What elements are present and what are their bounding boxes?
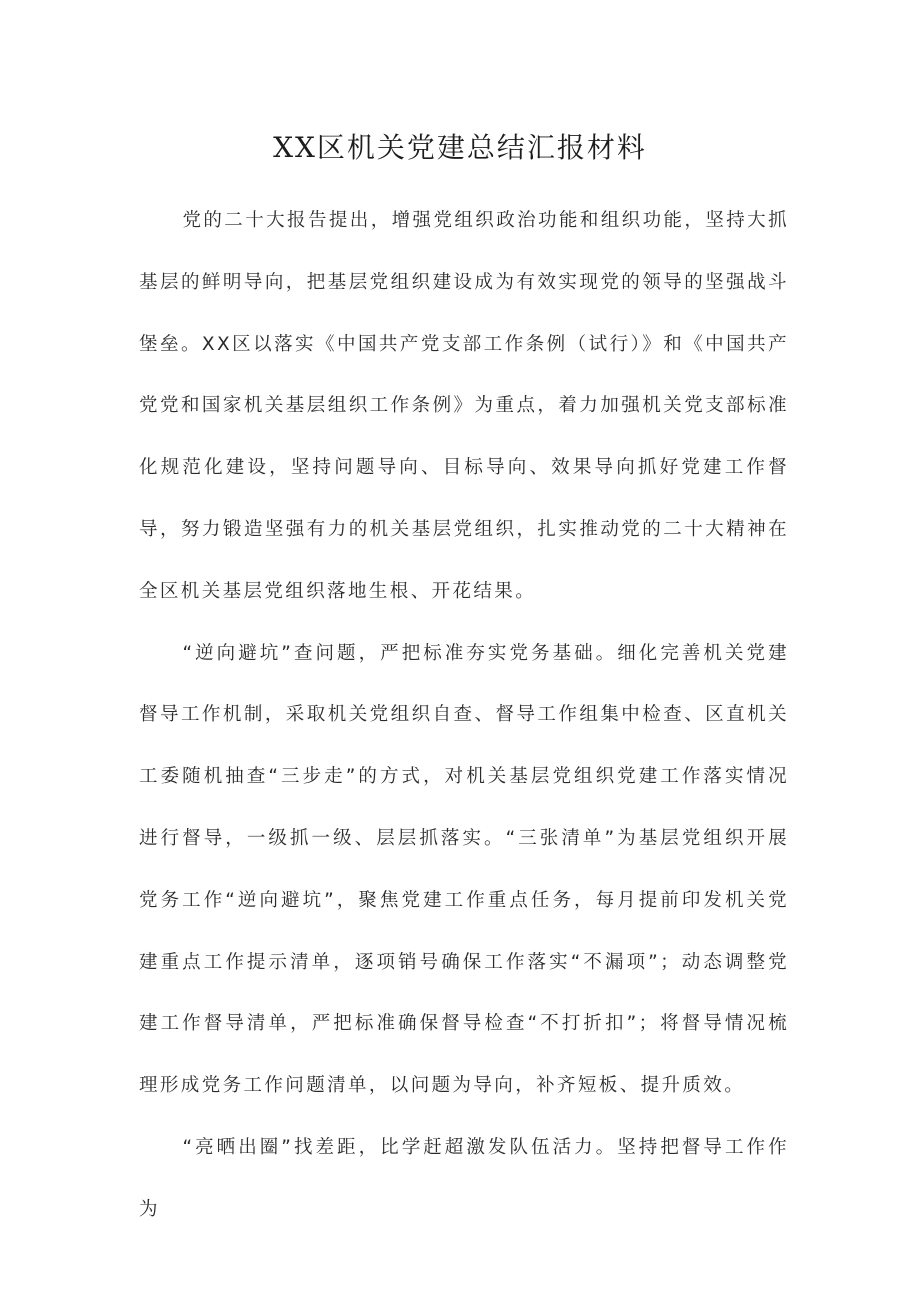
paragraph-inspection: “逆向避坑”查问题，严把标准夯实党务基础。细化完善机关党建督导工作机制，采取机关党组织自查、督导工作组集中检查、区直机关工委随机抽查“三步走”的方式，对机关基层党组织党建工作落实情况进行督导，一级抓一级、层层抓落实。“三张清单”为基层党组织开展党务工作“逆向避坑”，聚焦党建工作重点任务，每月提前印发机关党建重点工作提示清单，逐项销号确保工作落实“不漏项”；动态调整党建工作督导清单，严把标准确保督导检查“不打折扣”；将督导情况梳理形成党务工作问题清单，以问题为导向，补齐短板、提升质效。 (139, 642, 789, 1097)
paragraph-intro: 党的二十大报告提出，增强党组织政治功能和组织功能，坚持大抓基层的鲜明导向，把基层党组织建设成为有效实现党的领导的坚强战斗堡垒。XX区以落实《中国共产党支部工作条例（试行）》和《中国共产党党和国家机关基层组织工作条例》为重点，着力加强机关党支部标准化规范化建设，坚持问题导向、目标导向、效果导向抓好党建工作督导，努力锻造坚强有力的机关基层党组织，扎实推动党的二十大精神在全区机关基层党组织落地生根、开花结果。 (139, 210, 789, 602)
paragraph-comparison: “亮晒出圈”找差距，比学赶超激发队伍活力。坚持把督导工作作为 (139, 1136, 789, 1220)
document-title: XX区机关党建总结汇报材料 (273, 131, 647, 164)
document-body (139, 190, 789, 1241)
